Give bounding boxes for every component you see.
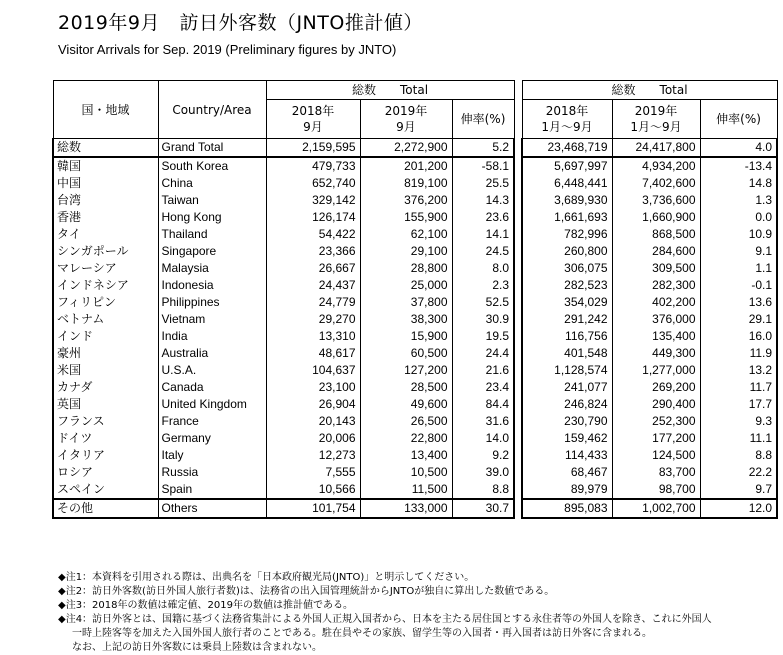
cell-sep-2019: 201,200: [360, 157, 452, 175]
cell-ytd-2018: 782,996: [522, 226, 612, 243]
cell-region-en: Vietnam: [158, 311, 266, 328]
table-row: [53, 464, 777, 481]
header-2018-ytd-range: 1月～9月: [541, 120, 593, 134]
page-title: 2019年9月 訪日外客数（JNTO推計値）: [58, 12, 423, 34]
table-row: [53, 396, 777, 413]
cell-region-jp: 米国: [53, 362, 158, 379]
footnote-1: ◆注1：本資料を引用される際は、出典名を「日本政府観光局(JNTO)」と明示してください。: [58, 572, 475, 583]
cell-sep-growth: 14.0: [452, 430, 514, 447]
cell-ytd-2019: 83,700: [612, 464, 700, 481]
cell-ytd-growth: 1.1: [700, 260, 777, 277]
table-row: [53, 209, 777, 226]
cell-sep-2019: 28,500: [360, 379, 452, 396]
cell-ytd-2019: 282,300: [612, 277, 700, 294]
cell-sep-growth: 31.6: [452, 413, 514, 430]
header-2018-ytd-year: 2018年: [545, 104, 589, 118]
cell-ytd-growth: 12.0: [700, 499, 777, 518]
column-gap: [514, 328, 522, 345]
cell-region-jp: 英国: [53, 396, 158, 413]
table-row: [53, 192, 777, 209]
cell-ytd-2019: 269,200: [612, 379, 700, 396]
cell-region-jp: シンガポール: [53, 243, 158, 260]
cell-ytd-2019: 98,700: [612, 481, 700, 499]
cell-ytd-2019: 3,736,600: [612, 192, 700, 209]
cell-sep-2019: 26,500: [360, 413, 452, 430]
cell-ytd-2018: 241,077: [522, 379, 612, 396]
cell-ytd-2019: 449,300: [612, 345, 700, 362]
cell-sep-growth: 19.5: [452, 328, 514, 345]
cell-sep-2018: 7,555: [266, 464, 360, 481]
cell-ytd-2019: 24,417,800: [612, 139, 700, 158]
cell-region-jp: ベトナム: [53, 311, 158, 328]
cell-region-jp: 総数: [53, 139, 158, 158]
column-gap: [514, 175, 522, 192]
table-row: [53, 328, 777, 345]
cell-sep-2018: 104,637: [266, 362, 360, 379]
cell-region-jp: インドネシア: [53, 277, 158, 294]
cell-region-jp: 韓国: [53, 157, 158, 175]
column-gap: [514, 192, 522, 209]
cell-sep-growth: 30.7: [452, 499, 514, 518]
cell-region-jp: ドイツ: [53, 430, 158, 447]
cell-sep-2019: 10,500: [360, 464, 452, 481]
table-row: [53, 481, 777, 499]
cell-sep-2019: 62,100: [360, 226, 452, 243]
cell-sep-growth: 14.3: [452, 192, 514, 209]
cell-sep-2019: 819,100: [360, 175, 452, 192]
cell-region-en: Italy: [158, 447, 266, 464]
cell-ytd-2019: 252,300: [612, 413, 700, 430]
column-gap: [514, 379, 522, 396]
cell-ytd-2019: 376,000: [612, 311, 700, 328]
header-total-month: 総数 Total: [266, 81, 514, 100]
cell-ytd-2018: 5,697,997: [522, 157, 612, 175]
column-gap: [514, 81, 522, 139]
cell-ytd-growth: 16.0: [700, 328, 777, 345]
cell-ytd-growth: 9.7: [700, 481, 777, 499]
header-region-jp: 国・地域: [53, 81, 158, 139]
header-2019-sep-month: 9月: [396, 120, 416, 134]
table-row: [53, 413, 777, 430]
cell-sep-2019: 29,100: [360, 243, 452, 260]
cell-region-jp: マレーシア: [53, 260, 158, 277]
cell-region-en: Indonesia: [158, 277, 266, 294]
cell-sep-2019: 25,000: [360, 277, 452, 294]
cell-region-en: France: [158, 413, 266, 430]
cell-sep-2018: 652,740: [266, 175, 360, 192]
cell-region-jp: フランス: [53, 413, 158, 430]
cell-ytd-2019: 124,500: [612, 447, 700, 464]
cell-region-jp: その他: [53, 499, 158, 518]
cell-sep-growth: 30.9: [452, 311, 514, 328]
table-row: [53, 226, 777, 243]
cell-region-en: Australia: [158, 345, 266, 362]
cell-ytd-2018: 895,083: [522, 499, 612, 518]
cell-ytd-growth: 9.1: [700, 243, 777, 260]
cell-ytd-2018: 68,467: [522, 464, 612, 481]
cell-sep-growth: 2.3: [452, 277, 514, 294]
cell-sep-2019: 28,800: [360, 260, 452, 277]
cell-region-en: Grand Total: [158, 139, 266, 158]
cell-region-jp: ロシア: [53, 464, 158, 481]
cell-sep-2019: 376,200: [360, 192, 452, 209]
cell-ytd-2019: 1,660,900: [612, 209, 700, 226]
header-2019-sep-year: 2019年: [384, 104, 428, 118]
table-row: [53, 294, 777, 311]
cell-sep-growth: 9.2: [452, 447, 514, 464]
cell-sep-growth: 25.5: [452, 175, 514, 192]
footnote-3: ◆注3：2018年の数値は確定値、2019年の数値は推計値である。: [58, 600, 353, 611]
cell-sep-2019: 60,500: [360, 345, 452, 362]
cell-sep-2018: 26,904: [266, 396, 360, 413]
column-gap: [514, 226, 522, 243]
cell-region-en: India: [158, 328, 266, 345]
cell-region-en: United Kingdom: [158, 396, 266, 413]
table-row: [53, 175, 777, 192]
cell-sep-2019: 49,600: [360, 396, 452, 413]
cell-sep-growth: 23.4: [452, 379, 514, 396]
cell-ytd-2018: 3,689,930: [522, 192, 612, 209]
cell-sep-2018: 54,422: [266, 226, 360, 243]
cell-region-jp: タイ: [53, 226, 158, 243]
header-2018-ytd: [522, 100, 612, 139]
header-2018-sep: [266, 100, 360, 139]
cell-region-en: Canada: [158, 379, 266, 396]
cell-ytd-growth: 29.1: [700, 311, 777, 328]
column-gap: [514, 396, 522, 413]
cell-ytd-2019: 135,400: [612, 328, 700, 345]
cell-sep-2019: 15,900: [360, 328, 452, 345]
cell-ytd-2018: 1,128,574: [522, 362, 612, 379]
cell-sep-2019: 38,300: [360, 311, 452, 328]
cell-ytd-growth: 22.2: [700, 464, 777, 481]
cell-sep-growth: 8.0: [452, 260, 514, 277]
cell-sep-2018: 23,100: [266, 379, 360, 396]
footnote-4-continuation-1: 一時上陸客等を加えた入国外国人旅行者のことである。駐在員やその家族、留学生等の入国者・再入国者は訪日外客に含まれる。: [72, 628, 652, 639]
cell-region-en: Spain: [158, 481, 266, 499]
header-growth-ytd: 伸率(%): [700, 100, 777, 139]
header-2019-ytd-range: 1月～9月: [630, 120, 682, 134]
cell-region-en: Malaysia: [158, 260, 266, 277]
cell-sep-2018: 24,437: [266, 277, 360, 294]
table-row: [53, 345, 777, 362]
cell-ytd-growth: 11.1: [700, 430, 777, 447]
cell-ytd-2018: 159,462: [522, 430, 612, 447]
header-growth: 伸率(%): [452, 100, 514, 139]
cell-ytd-growth: 0.0: [700, 209, 777, 226]
cell-region-jp: インド: [53, 328, 158, 345]
table-row: [53, 379, 777, 396]
visitor-arrivals-table: [52, 80, 778, 519]
cell-ytd-growth: 4.0: [700, 139, 777, 158]
cell-ytd-2018: 282,523: [522, 277, 612, 294]
cell-ytd-2019: 309,500: [612, 260, 700, 277]
table-row: [53, 277, 777, 294]
cell-ytd-growth: 1.3: [700, 192, 777, 209]
column-gap: [514, 362, 522, 379]
cell-sep-growth: 24.5: [452, 243, 514, 260]
table-row: [53, 260, 777, 277]
cell-sep-growth: 84.4: [452, 396, 514, 413]
cell-ytd-2018: 230,790: [522, 413, 612, 430]
column-gap: [514, 243, 522, 260]
cell-sep-2018: 48,617: [266, 345, 360, 362]
cell-region-en: Taiwan: [158, 192, 266, 209]
cell-ytd-growth: -0.1: [700, 277, 777, 294]
column-gap: [514, 481, 522, 499]
cell-sep-growth: 21.6: [452, 362, 514, 379]
cell-region-en: Philippines: [158, 294, 266, 311]
cell-region-en: Thailand: [158, 226, 266, 243]
cell-ytd-2019: 7,402,600: [612, 175, 700, 192]
cell-sep-2019: 37,800: [360, 294, 452, 311]
cell-ytd-2019: 177,200: [612, 430, 700, 447]
header-2019-ytd: [612, 100, 700, 139]
cell-sep-2018: 20,143: [266, 413, 360, 430]
table-row: [53, 447, 777, 464]
cell-ytd-2019: 402,200: [612, 294, 700, 311]
cell-ytd-2018: 291,242: [522, 311, 612, 328]
header-2018-sep-year: 2018年: [291, 104, 335, 118]
cell-region-en: Germany: [158, 430, 266, 447]
cell-region-jp: 台湾: [53, 192, 158, 209]
cell-ytd-growth: 8.8: [700, 447, 777, 464]
cell-sep-2018: 329,142: [266, 192, 360, 209]
cell-region-en: Hong Kong: [158, 209, 266, 226]
cell-ytd-2019: 1,277,000: [612, 362, 700, 379]
cell-ytd-2018: 114,433: [522, 447, 612, 464]
cell-sep-2019: 13,400: [360, 447, 452, 464]
footnotes: [58, 571, 778, 655]
footnote-2: ◆注2：訪日外客数(訪日外国人旅行者数)は、法務省の出入国管理統計からJNTOが独自に算出した数値である。: [58, 586, 555, 597]
cell-sep-2019: 133,000: [360, 499, 452, 518]
cell-ytd-2018: 260,800: [522, 243, 612, 260]
cell-sep-2018: 101,754: [266, 499, 360, 518]
cell-ytd-growth: 11.7: [700, 379, 777, 396]
cell-region-jp: 豪州: [53, 345, 158, 362]
page-subtitle: Visitor Arrivals for Sep. 2019 (Preliminary figures by JNTO): [58, 42, 397, 57]
column-gap: [514, 209, 522, 226]
cell-sep-2018: 13,310: [266, 328, 360, 345]
header-2019-ytd-year: 2019年: [634, 104, 678, 118]
cell-ytd-growth: 13.2: [700, 362, 777, 379]
cell-region-en: China: [158, 175, 266, 192]
cell-region-jp: 香港: [53, 209, 158, 226]
cell-sep-2019: 2,272,900: [360, 139, 452, 158]
footnote-4: ◆注4：訪日外客とは、国籍に基づく法務省集計による外国人正規入国者から、日本を主たる居住国とする永住者等の外国人を除き、これに外国人: [58, 614, 712, 625]
cell-region-jp: フィリピン: [53, 294, 158, 311]
table-row: [53, 430, 777, 447]
cell-ytd-growth: 17.7: [700, 396, 777, 413]
cell-region-jp: イタリア: [53, 447, 158, 464]
cell-sep-2018: 23,366: [266, 243, 360, 260]
cell-sep-growth: 5.2: [452, 139, 514, 158]
cell-ytd-2018: 116,756: [522, 328, 612, 345]
header-2018-sep-month: 9月: [303, 120, 323, 134]
cell-region-en: Singapore: [158, 243, 266, 260]
cell-region-en: South Korea: [158, 157, 266, 175]
cell-region-jp: 中国: [53, 175, 158, 192]
cell-sep-2019: 127,200: [360, 362, 452, 379]
cell-sep-2018: 479,733: [266, 157, 360, 175]
cell-sep-2018: 20,006: [266, 430, 360, 447]
cell-sep-2018: 126,174: [266, 209, 360, 226]
header-region-en: Country/Area: [158, 81, 266, 139]
cell-ytd-2019: 290,400: [612, 396, 700, 413]
column-gap: [514, 464, 522, 481]
header-total-ytd: 総数 Total: [522, 81, 777, 100]
table-row: [53, 499, 777, 518]
cell-sep-growth: -58.1: [452, 157, 514, 175]
cell-region-en: U.S.A.: [158, 362, 266, 379]
cell-ytd-2018: 401,548: [522, 345, 612, 362]
cell-sep-2018: 26,667: [266, 260, 360, 277]
table-row: [53, 362, 777, 379]
column-gap: [514, 345, 522, 362]
table-row: [53, 157, 777, 175]
column-gap: [514, 277, 522, 294]
cell-sep-2019: 155,900: [360, 209, 452, 226]
column-gap: [514, 413, 522, 430]
cell-ytd-growth: -13.4: [700, 157, 777, 175]
cell-ytd-growth: 10.9: [700, 226, 777, 243]
cell-ytd-growth: 9.3: [700, 413, 777, 430]
cell-ytd-growth: 13.6: [700, 294, 777, 311]
cell-sep-growth: 39.0: [452, 464, 514, 481]
cell-sep-growth: 24.4: [452, 345, 514, 362]
cell-ytd-2019: 1,002,700: [612, 499, 700, 518]
cell-ytd-2019: 868,500: [612, 226, 700, 243]
footnote-4-continuation-2: なお、上記の訪日外客数には乗員上陸数は含まれない。: [72, 642, 322, 653]
cell-sep-2018: 12,273: [266, 447, 360, 464]
cell-sep-growth: 8.8: [452, 481, 514, 499]
column-gap: [514, 447, 522, 464]
column-gap: [514, 311, 522, 328]
cell-ytd-2019: 4,934,200: [612, 157, 700, 175]
cell-sep-2019: 22,800: [360, 430, 452, 447]
cell-sep-2018: 29,270: [266, 311, 360, 328]
cell-ytd-2019: 284,600: [612, 243, 700, 260]
table-row: [53, 139, 777, 158]
header-2019-sep: [360, 100, 452, 139]
table-row: [53, 243, 777, 260]
cell-region-en: Others: [158, 499, 266, 518]
cell-sep-growth: 23.6: [452, 209, 514, 226]
cell-ytd-2018: 6,448,441: [522, 175, 612, 192]
cell-ytd-2018: 246,824: [522, 396, 612, 413]
cell-ytd-2018: 23,468,719: [522, 139, 612, 158]
cell-region-en: Russia: [158, 464, 266, 481]
cell-ytd-2018: 306,075: [522, 260, 612, 277]
cell-sep-growth: 14.1: [452, 226, 514, 243]
column-gap: [514, 157, 522, 175]
cell-sep-2018: 2,159,595: [266, 139, 360, 158]
column-gap: [514, 139, 522, 158]
column-gap: [514, 430, 522, 447]
cell-ytd-2018: 1,661,693: [522, 209, 612, 226]
cell-region-jp: カナダ: [53, 379, 158, 396]
table-row: [53, 311, 777, 328]
column-gap: [514, 499, 522, 518]
cell-ytd-growth: 14.8: [700, 175, 777, 192]
cell-sep-2018: 24,779: [266, 294, 360, 311]
column-gap: [514, 260, 522, 277]
cell-ytd-growth: 11.9: [700, 345, 777, 362]
cell-ytd-2018: 89,979: [522, 481, 612, 499]
cell-sep-growth: 52.5: [452, 294, 514, 311]
cell-sep-2019: 11,500: [360, 481, 452, 499]
cell-sep-2018: 10,566: [266, 481, 360, 499]
cell-ytd-2018: 354,029: [522, 294, 612, 311]
cell-region-jp: スペイン: [53, 481, 158, 499]
column-gap: [514, 294, 522, 311]
